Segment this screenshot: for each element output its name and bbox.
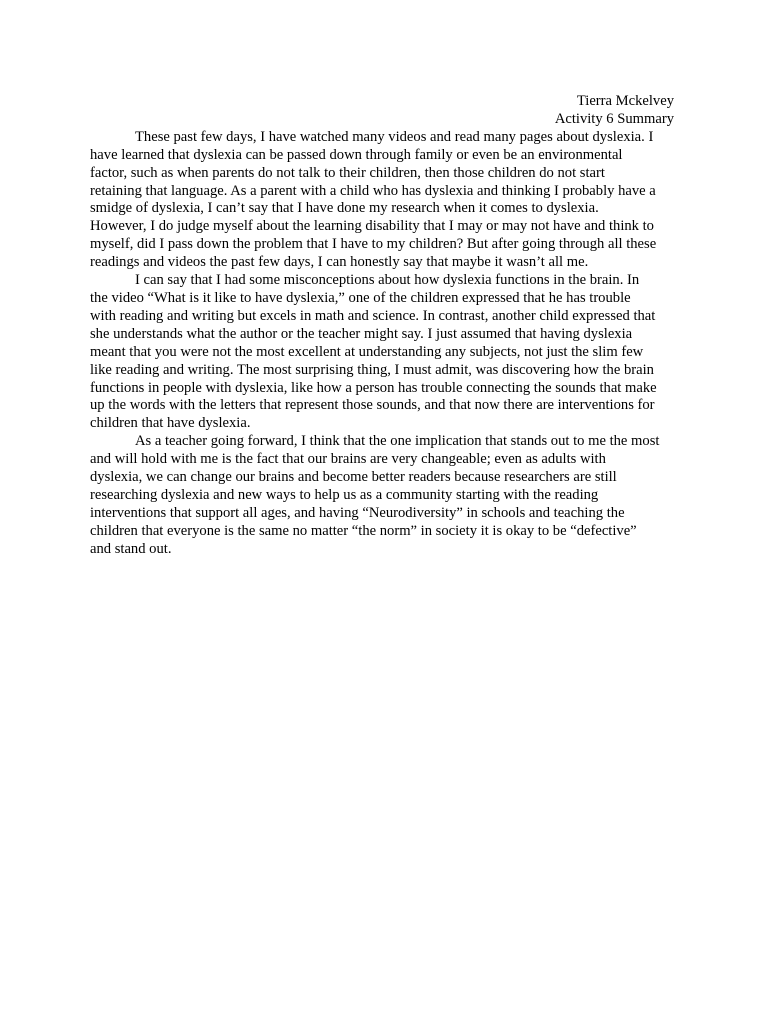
paragraph-line: have learned that dyslexia can be passed down through family or even be an environmental <box>90 146 623 163</box>
paragraph-line: functions in people with dyslexia, like how a person has trouble connecting the sounds that make <box>90 379 657 396</box>
assignment-title: Activity 6 Summary <box>554 110 674 127</box>
paragraph-1 <box>90 129 678 272</box>
paragraph-line: smidge of dyslexia, I can’t say that I have done my research when it comes to dyslexia. <box>90 200 599 217</box>
paragraph-line: like reading and writing. The most surprising thing, I must admit, was discovering how the brain <box>90 361 654 378</box>
paragraph-line: and will hold with me is the fact that our brains are very changeable; even as adults with <box>90 451 606 468</box>
paragraph-3 <box>90 433 678 558</box>
paragraph-line: myself, did I pass down the problem that I have to my children? But after going through all these <box>90 236 657 253</box>
paragraph-line: children that have dyslexia. <box>90 415 251 432</box>
paragraph-line: children that everyone is the same no matter “the norm” in society it is okay to be “defective” <box>90 522 637 539</box>
author-name: Tierra Mckelvey <box>576 93 674 109</box>
paragraph-line: I can say that I had some misconceptions about how dyslexia functions in the brain. In <box>135 272 640 289</box>
paragraph-line: dyslexia, we can change our brains and become better readers because researchers are still <box>90 469 617 486</box>
paragraph-line: the video “What is it like to have dyslexia,” one of the children expressed that he has trouble <box>90 289 631 306</box>
paragraph-line: and stand out. <box>90 540 172 557</box>
paragraph-line: retaining that language. As a parent with a child who has dyslexia and thinking I probably have a <box>90 182 656 199</box>
paragraph-line: she understands what the author or the teacher might say. I just assumed that having dyslexia <box>90 325 633 342</box>
paragraph-line: However, I do judge myself about the learning disability that I may or may not have and think to <box>90 218 654 235</box>
paragraph-line: up the words with the letters that represent those sounds, and that now there are interventions for <box>90 397 655 414</box>
paragraph-line: readings and videos the past few days, I can honestly say that maybe it wasn’t all me. <box>90 254 589 271</box>
paragraph-2 <box>90 272 678 433</box>
paragraph-line: researching dyslexia and new ways to help us as a community starting with the reading <box>90 486 599 503</box>
paragraph-line: factor, such as when parents do not talk to their children, then those children do not start <box>90 164 605 181</box>
paragraph-line: These past few days, I have watched many videos and read many pages about dyslexia. I <box>135 128 654 145</box>
document-page <box>90 93 678 559</box>
paragraph-line: interventions that support all ages, and having “Neurodiversity” in schools and teaching the <box>90 504 625 521</box>
paragraph-line: with reading and writing but excels in math and science. In contrast, another child expressed that <box>90 307 656 324</box>
paragraph-line: meant that you were not the most excellent at understanding any subjects, not just the slim few <box>90 343 644 360</box>
paragraph-line: As a teacher going forward, I think that the one implication that stands out to me the most <box>135 433 660 450</box>
